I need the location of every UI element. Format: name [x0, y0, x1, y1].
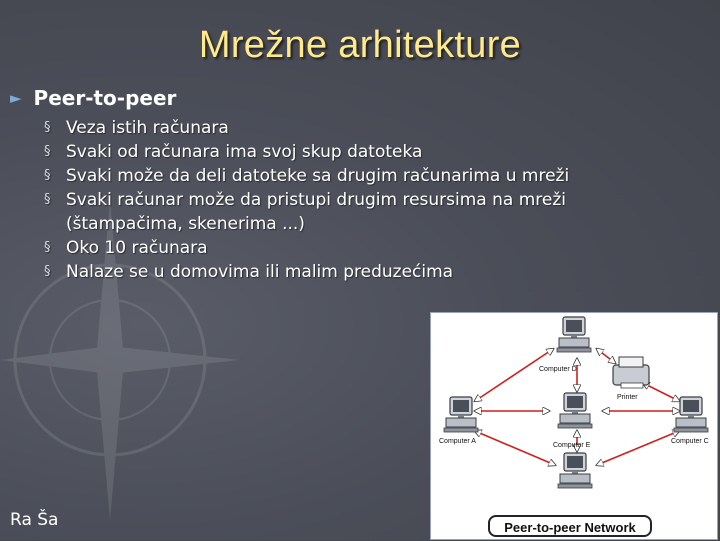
computer-a-icon — [444, 397, 478, 432]
printer-icon — [613, 357, 649, 388]
square-bullet-icon: § — [44, 264, 51, 279]
diagram-caption: Peer-to-peer Network — [488, 515, 652, 537]
bullet-text: Veza istih računara — [66, 118, 229, 138]
list-item — [44, 164, 604, 188]
list-item — [44, 140, 604, 164]
slide-title: Mrežne arhitekture — [198, 24, 522, 66]
bullet-text: Svaki može da deli datoteke sa drugim računarima u mreži — [66, 166, 570, 186]
computer-e-label: Computer E — [553, 442, 591, 449]
network-diagram-svg — [431, 313, 719, 541]
network-diagram — [430, 312, 718, 540]
bullet-text: Oko 10 računara — [66, 238, 208, 258]
square-bullet-icon: § — [44, 192, 51, 207]
bullet-list — [44, 116, 604, 284]
computer-c-icon — [674, 397, 708, 432]
square-bullet-icon: § — [44, 240, 51, 255]
square-bullet-icon: § — [44, 120, 51, 135]
computer-a-label: Computer A — [439, 438, 476, 445]
heading-label: Peer-to-peer — [33, 86, 177, 110]
list-item — [44, 116, 604, 140]
heading-item — [10, 86, 176, 110]
list-item — [44, 188, 604, 236]
square-bullet-icon: § — [44, 144, 51, 159]
computer-c-label: Computer C — [671, 438, 709, 445]
computer-d-icon — [557, 317, 591, 352]
computer-b-icon — [558, 453, 592, 488]
computer-e-icon — [558, 393, 592, 428]
triangle-arrow-icon: ► — [10, 89, 22, 107]
list-item — [44, 260, 604, 284]
list-item — [44, 236, 604, 260]
footer-text: Ra Ša — [10, 510, 59, 530]
bullet-text: Nalaze se u domovima ili malim preduzećima — [66, 262, 454, 282]
printer-label: Printer — [617, 394, 638, 401]
square-bullet-icon: § — [44, 168, 51, 183]
computer-d-label: Computer D — [539, 366, 577, 373]
bullet-text: Svaki računar može da pristupi drugim resursima na mreži (štampačima, skenerima ...) — [66, 190, 566, 234]
bullet-text: Svaki od računara ima svoj skup datoteka — [66, 142, 423, 162]
